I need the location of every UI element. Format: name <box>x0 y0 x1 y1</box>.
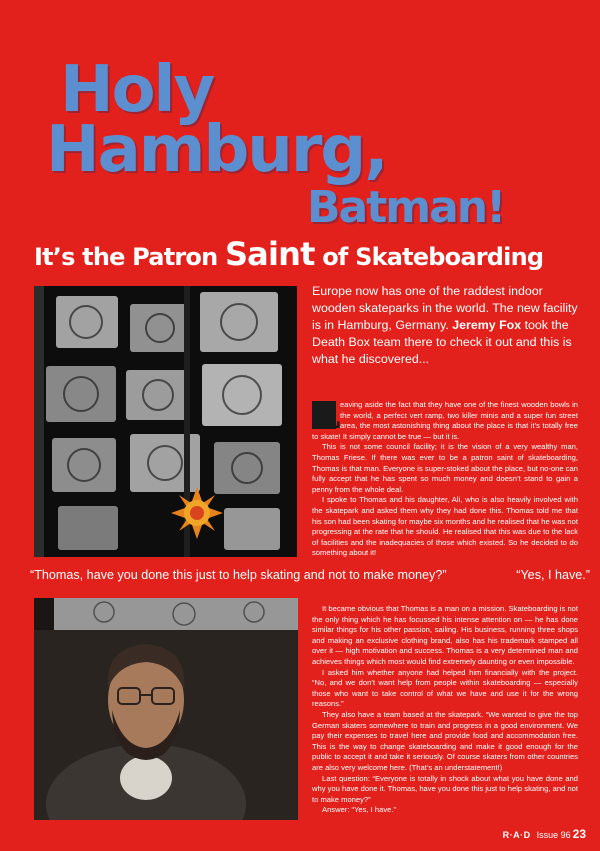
drop-cap <box>312 395 341 437</box>
magazine-name: R·A·D <box>502 830 531 840</box>
subhead-part-2: Saint <box>224 235 315 273</box>
skatepark-wall-illustration <box>34 286 297 557</box>
article-column-bottom <box>312 604 578 816</box>
paragraph-2: This is not some council facility; it is the vision of a very wealthy man, Thomas Friese. If there was ever to be a patron saint of skateboarding, Thomas is that man. Everyone is super-stoked about the place, but no-one can fully accept that he has spent so much money and doesn’t stand to gain a penny from the whole deal. <box>312 442 578 494</box>
drop-cap-letter: L <box>315 395 341 437</box>
issue-label: Issue 96 <box>536 830 571 840</box>
paragraph-8: Answer: “Yes, I have.” <box>322 805 397 815</box>
paragraph-7: Last question: “Everyone is totally in shock about what you have done and why you have done it. Thomas, have you done this just to help skating, and not to make money?” <box>312 773 578 804</box>
pull-quote-answer: “Yes, I have.” <box>516 568 590 582</box>
paragraph-6: They also have a team based at the skatepark. “We wanted to give the top German skaters somewhere to train and progress in a good environment. We pay their expenses to travel here and provide food and accommodation free. This is the way to change skateboarding and make it good enough for the public to accept it and take it seriously. Of course skaters from other countries are also very welcome here. (That’s an understatement!) <box>312 709 578 772</box>
page-number: 23 <box>572 827 586 841</box>
subhead-part-1: It’s the Patron <box>34 243 225 271</box>
headline-line-1: Holy <box>60 53 214 127</box>
pull-quote-question: “Thomas, have you done this just to help skating and not to make money?” <box>30 568 447 582</box>
paragraph-5: I asked him whether anyone had helped him financially with the project. “No, and we don’t want help from people within skateboarding — especially those who want to take control of what we have and use it for the wrong reasons.” <box>312 667 578 709</box>
paragraph-1-text: eaving aside the fact that they have one of the finest wooden bowls in the world, a perfect vert ramp, two killer minis and a super fun street area, the most astonishing thing about the place is that it’s totally free to skate! It simply cannot be true — but it is. <box>312 400 578 441</box>
subhead-part-3: of Skateboarding <box>314 243 544 271</box>
intro-text-after: took the Death Box team there to check it out and this is what he discovered... <box>312 318 572 366</box>
page-footer <box>503 827 586 841</box>
article-column-top <box>312 395 578 559</box>
thomas-portrait-photo <box>34 598 298 820</box>
skatepark-wall-photo <box>34 286 297 557</box>
intro-text-before: Europe now has one of the raddest indoor wooden skateparks in the world. The new facility is in Hamburg, Germany. <box>312 284 578 332</box>
portrait-illustration <box>34 598 298 820</box>
headline-line-3: Batman! <box>307 182 505 233</box>
paragraph-4: It became obvious that Thomas is a man on a mission. Skateboarding is not the only thing which he has focussed his intense attention on — he has done similar things for his other passion, sailing. His business, running three shops and making an exclusive clothing brand, also has his trademark stamped all over it — high motivation and success. Thomas is a very determined man and achieves things which most would find extremely daunting or even impossible. <box>312 604 578 666</box>
subheadline <box>34 235 582 273</box>
author-name: Jeremy Fox <box>452 318 522 332</box>
paragraph-3: I spoke to Thomas and his daughter, Ali, who is also heavily involved with the skatepark and asked them why they had done this. Thomas told me that his son had been skating for maybe six months and he realised that he was not progressing at the rate that he should. He realised that this was due to the lack of facilities and the inadequacies of those which existed. So he decided to do something about it! <box>312 495 578 558</box>
pull-quote <box>30 568 590 582</box>
headline-line-2: Hamburg, <box>46 113 387 187</box>
paragraph-1 <box>312 395 578 442</box>
intro-paragraph <box>312 283 578 368</box>
